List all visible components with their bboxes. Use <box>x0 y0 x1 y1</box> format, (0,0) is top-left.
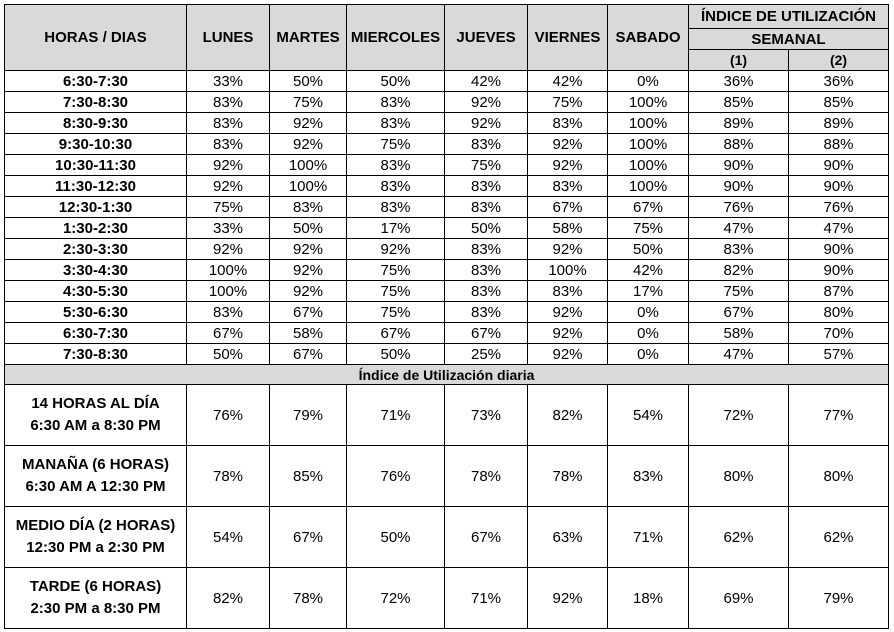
summary-cell: 85% <box>270 446 347 507</box>
summary-row <box>5 507 889 568</box>
table-cell: 58% <box>689 323 789 344</box>
table-cell: 92% <box>187 176 270 197</box>
table-cell: 92% <box>445 92 528 113</box>
summary-cell: 50% <box>347 507 445 568</box>
table-cell: 83% <box>347 176 445 197</box>
table-cell: 33% <box>187 71 270 92</box>
table-cell: 57% <box>789 344 889 365</box>
summary-cell: 82% <box>187 568 270 629</box>
table-cell: 100% <box>608 134 689 155</box>
table-cell: 89% <box>689 113 789 134</box>
table-cell: 47% <box>789 218 889 239</box>
table-row <box>5 134 889 155</box>
table-cell: 70% <box>789 323 889 344</box>
table-cell: 92% <box>270 113 347 134</box>
summary-label-line1: 14 HORAS AL DÍA <box>31 395 160 412</box>
header-day-jueves: JUEVES <box>445 5 528 71</box>
row-label: 2:30-3:30 <box>5 239 187 260</box>
summary-cell: 72% <box>689 385 789 446</box>
table-cell: 50% <box>445 218 528 239</box>
summary-label <box>5 507 187 568</box>
table-cell: 83% <box>347 155 445 176</box>
header-day-lunes: LUNES <box>187 5 270 71</box>
row-label: 4:30-5:30 <box>5 281 187 302</box>
header-weekly-title: ÍNDICE DE UTILIZACIÓN <box>689 5 889 29</box>
header-day-viernes: VIERNES <box>528 5 608 71</box>
table-cell: 87% <box>789 281 889 302</box>
table-cell: 75% <box>608 218 689 239</box>
table-cell: 82% <box>689 260 789 281</box>
row-label: 6:30-7:30 <box>5 71 187 92</box>
summary-cell: 79% <box>789 568 889 629</box>
summary-cell: 67% <box>270 507 347 568</box>
table-cell: 76% <box>789 197 889 218</box>
summary-label-line2: 12:30 PM a 2:30 PM <box>26 539 165 556</box>
summary-row <box>5 446 889 507</box>
header-day-sabado: SABADO <box>608 5 689 71</box>
summary-label <box>5 568 187 629</box>
summary-cell: 54% <box>608 385 689 446</box>
summary-cell: 69% <box>689 568 789 629</box>
summary-row <box>5 568 889 629</box>
table-cell: 90% <box>789 176 889 197</box>
table-cell: 92% <box>270 260 347 281</box>
table-cell: 83% <box>187 92 270 113</box>
table-row <box>5 155 889 176</box>
row-label: 1:30-2:30 <box>5 218 187 239</box>
table-cell: 92% <box>528 239 608 260</box>
summary-cell: 71% <box>347 385 445 446</box>
summary-cell: 82% <box>528 385 608 446</box>
header-row-label: HORAS / DIAS <box>5 5 187 71</box>
summary-cell: 78% <box>270 568 347 629</box>
summary-cell: 78% <box>445 446 528 507</box>
table-cell: 75% <box>187 197 270 218</box>
table-cell: 83% <box>187 113 270 134</box>
table-cell: 36% <box>789 71 889 92</box>
summary-cell: 54% <box>187 507 270 568</box>
table-cell: 67% <box>445 323 528 344</box>
table-cell: 50% <box>270 71 347 92</box>
row-label: 5:30-6:30 <box>5 302 187 323</box>
table-cell: 92% <box>347 239 445 260</box>
summary-cell: 63% <box>528 507 608 568</box>
summary-label <box>5 446 187 507</box>
table-cell: 58% <box>270 323 347 344</box>
summary-cell: 78% <box>187 446 270 507</box>
row-label: 9:30-10:30 <box>5 134 187 155</box>
table-cell: 83% <box>347 92 445 113</box>
table-cell: 83% <box>445 239 528 260</box>
table-cell: 83% <box>528 281 608 302</box>
table-cell: 100% <box>608 113 689 134</box>
table-cell: 67% <box>528 197 608 218</box>
summary-cell: 80% <box>689 446 789 507</box>
summary-label <box>5 385 187 446</box>
table-cell: 67% <box>270 344 347 365</box>
header-day-martes: MARTES <box>270 5 347 71</box>
table-cell: 83% <box>445 197 528 218</box>
table-cell: 76% <box>689 197 789 218</box>
table-row <box>5 239 889 260</box>
table-cell: 83% <box>445 176 528 197</box>
table-cell: 83% <box>528 176 608 197</box>
table-cell: 75% <box>347 281 445 302</box>
table-cell: 88% <box>789 134 889 155</box>
table-cell: 83% <box>187 134 270 155</box>
table-cell: 100% <box>187 281 270 302</box>
table-cell: 33% <box>187 218 270 239</box>
table-cell: 75% <box>445 155 528 176</box>
table-cell: 88% <box>689 134 789 155</box>
table-cell: 17% <box>608 281 689 302</box>
table-row <box>5 92 889 113</box>
table-cell: 83% <box>445 260 528 281</box>
table-cell: 80% <box>789 302 889 323</box>
table-cell: 92% <box>270 134 347 155</box>
table-cell: 47% <box>689 218 789 239</box>
summary-label-line1: MEDIO DÍA (2 HORAS) <box>15 517 176 534</box>
table-cell: 85% <box>689 92 789 113</box>
table-cell: 0% <box>608 302 689 323</box>
table-cell: 50% <box>270 218 347 239</box>
table-cell: 75% <box>347 260 445 281</box>
summary-cell: 18% <box>608 568 689 629</box>
table-cell: 92% <box>528 302 608 323</box>
table-cell: 92% <box>528 323 608 344</box>
table-row <box>5 323 889 344</box>
table-cell: 50% <box>347 71 445 92</box>
table-cell: 83% <box>445 134 528 155</box>
table-cell: 67% <box>608 197 689 218</box>
table-row <box>5 71 889 92</box>
row-label: 10:30-11:30 <box>5 155 187 176</box>
table-cell: 83% <box>347 197 445 218</box>
table-row <box>5 344 889 365</box>
header-weekly-col-1: (1) <box>689 50 789 71</box>
table-cell: 75% <box>270 92 347 113</box>
table-cell: 36% <box>689 71 789 92</box>
summary-label-line2: 6:30 AM a 8:30 PM <box>30 417 161 434</box>
table-cell: 25% <box>445 344 528 365</box>
table-cell: 83% <box>689 239 789 260</box>
table-row <box>5 197 889 218</box>
table-cell: 92% <box>270 281 347 302</box>
table-cell: 0% <box>608 71 689 92</box>
table-cell: 89% <box>789 113 889 134</box>
summary-cell: 71% <box>445 568 528 629</box>
table-cell: 83% <box>270 197 347 218</box>
table-cell: 67% <box>347 323 445 344</box>
table-cell: 50% <box>187 344 270 365</box>
row-label: 8:30-9:30 <box>5 113 187 134</box>
table-cell: 67% <box>689 302 789 323</box>
summary-cell: 76% <box>187 385 270 446</box>
table-cell: 92% <box>528 155 608 176</box>
table-cell: 83% <box>445 302 528 323</box>
table-cell: 100% <box>270 155 347 176</box>
table-cell: 92% <box>270 239 347 260</box>
summary-cell: 79% <box>270 385 347 446</box>
summary-cell: 71% <box>608 507 689 568</box>
summary-cell: 77% <box>789 385 889 446</box>
row-label: 7:30-8:30 <box>5 344 187 365</box>
table-cell: 92% <box>528 134 608 155</box>
table-cell: 47% <box>689 344 789 365</box>
summary-label-line2: 6:30 AM A 12:30 PM <box>25 478 166 495</box>
table-body <box>5 71 889 629</box>
row-label: 3:30-4:30 <box>5 260 187 281</box>
row-label: 11:30-12:30 <box>5 176 187 197</box>
header-weekly-subtitle: SEMANAL <box>689 29 889 50</box>
table-cell: 92% <box>528 344 608 365</box>
table-cell: 50% <box>347 344 445 365</box>
table-cell: 90% <box>789 155 889 176</box>
table-cell: 67% <box>270 302 347 323</box>
summary-cell: 72% <box>347 568 445 629</box>
utilization-table <box>4 4 889 629</box>
summary-label-line1: TARDE (6 HORAS) <box>29 578 162 595</box>
table-row <box>5 176 889 197</box>
table-cell: 75% <box>347 134 445 155</box>
row-label: 12:30-1:30 <box>5 197 187 218</box>
table-row <box>5 113 889 134</box>
table-cell: 100% <box>608 92 689 113</box>
table-cell: 100% <box>608 176 689 197</box>
table-cell: 100% <box>608 155 689 176</box>
table-cell: 75% <box>528 92 608 113</box>
section-title: Índice de Utilización diaria <box>5 365 889 385</box>
row-label: 7:30-8:30 <box>5 92 187 113</box>
table-cell: 42% <box>528 71 608 92</box>
table-row <box>5 302 889 323</box>
table-cell: 92% <box>445 113 528 134</box>
table-cell: 75% <box>347 302 445 323</box>
table-cell: 85% <box>789 92 889 113</box>
summary-row <box>5 385 889 446</box>
table-cell: 90% <box>689 155 789 176</box>
table-cell: 0% <box>608 323 689 344</box>
table-cell: 42% <box>445 71 528 92</box>
table-cell: 83% <box>445 281 528 302</box>
summary-cell: 83% <box>608 446 689 507</box>
table-cell: 83% <box>347 113 445 134</box>
table-row <box>5 281 889 302</box>
table-row <box>5 218 889 239</box>
summary-cell: 80% <box>789 446 889 507</box>
header-day-miercoles: MIERCOLES <box>347 5 445 71</box>
table-cell: 17% <box>347 218 445 239</box>
table-cell: 90% <box>689 176 789 197</box>
table-cell: 92% <box>187 239 270 260</box>
table-cell: 50% <box>608 239 689 260</box>
table-cell: 90% <box>789 260 889 281</box>
summary-cell: 78% <box>528 446 608 507</box>
table-cell: 100% <box>528 260 608 281</box>
table-cell: 83% <box>187 302 270 323</box>
summary-label-line1: MANAÑA (6 HORAS) <box>22 456 169 473</box>
summary-cell: 62% <box>789 507 889 568</box>
summary-cell: 67% <box>445 507 528 568</box>
table-cell: 58% <box>528 218 608 239</box>
summary-cell: 62% <box>689 507 789 568</box>
table-cell: 83% <box>528 113 608 134</box>
summary-label-line2: 2:30 PM a 8:30 PM <box>30 600 161 617</box>
summary-cell: 73% <box>445 385 528 446</box>
table-cell: 0% <box>608 344 689 365</box>
summary-cell: 76% <box>347 446 445 507</box>
table-cell: 92% <box>187 155 270 176</box>
table-cell: 67% <box>187 323 270 344</box>
table-cell: 100% <box>270 176 347 197</box>
table-cell: 100% <box>187 260 270 281</box>
row-label: 6:30-7:30 <box>5 323 187 344</box>
summary-cell: 92% <box>528 568 608 629</box>
header-weekly-col-2: (2) <box>789 50 889 71</box>
table-row <box>5 260 889 281</box>
table-cell: 75% <box>689 281 789 302</box>
table-header <box>5 5 889 71</box>
table-cell: 90% <box>789 239 889 260</box>
section-row <box>5 365 889 385</box>
table-cell: 42% <box>608 260 689 281</box>
